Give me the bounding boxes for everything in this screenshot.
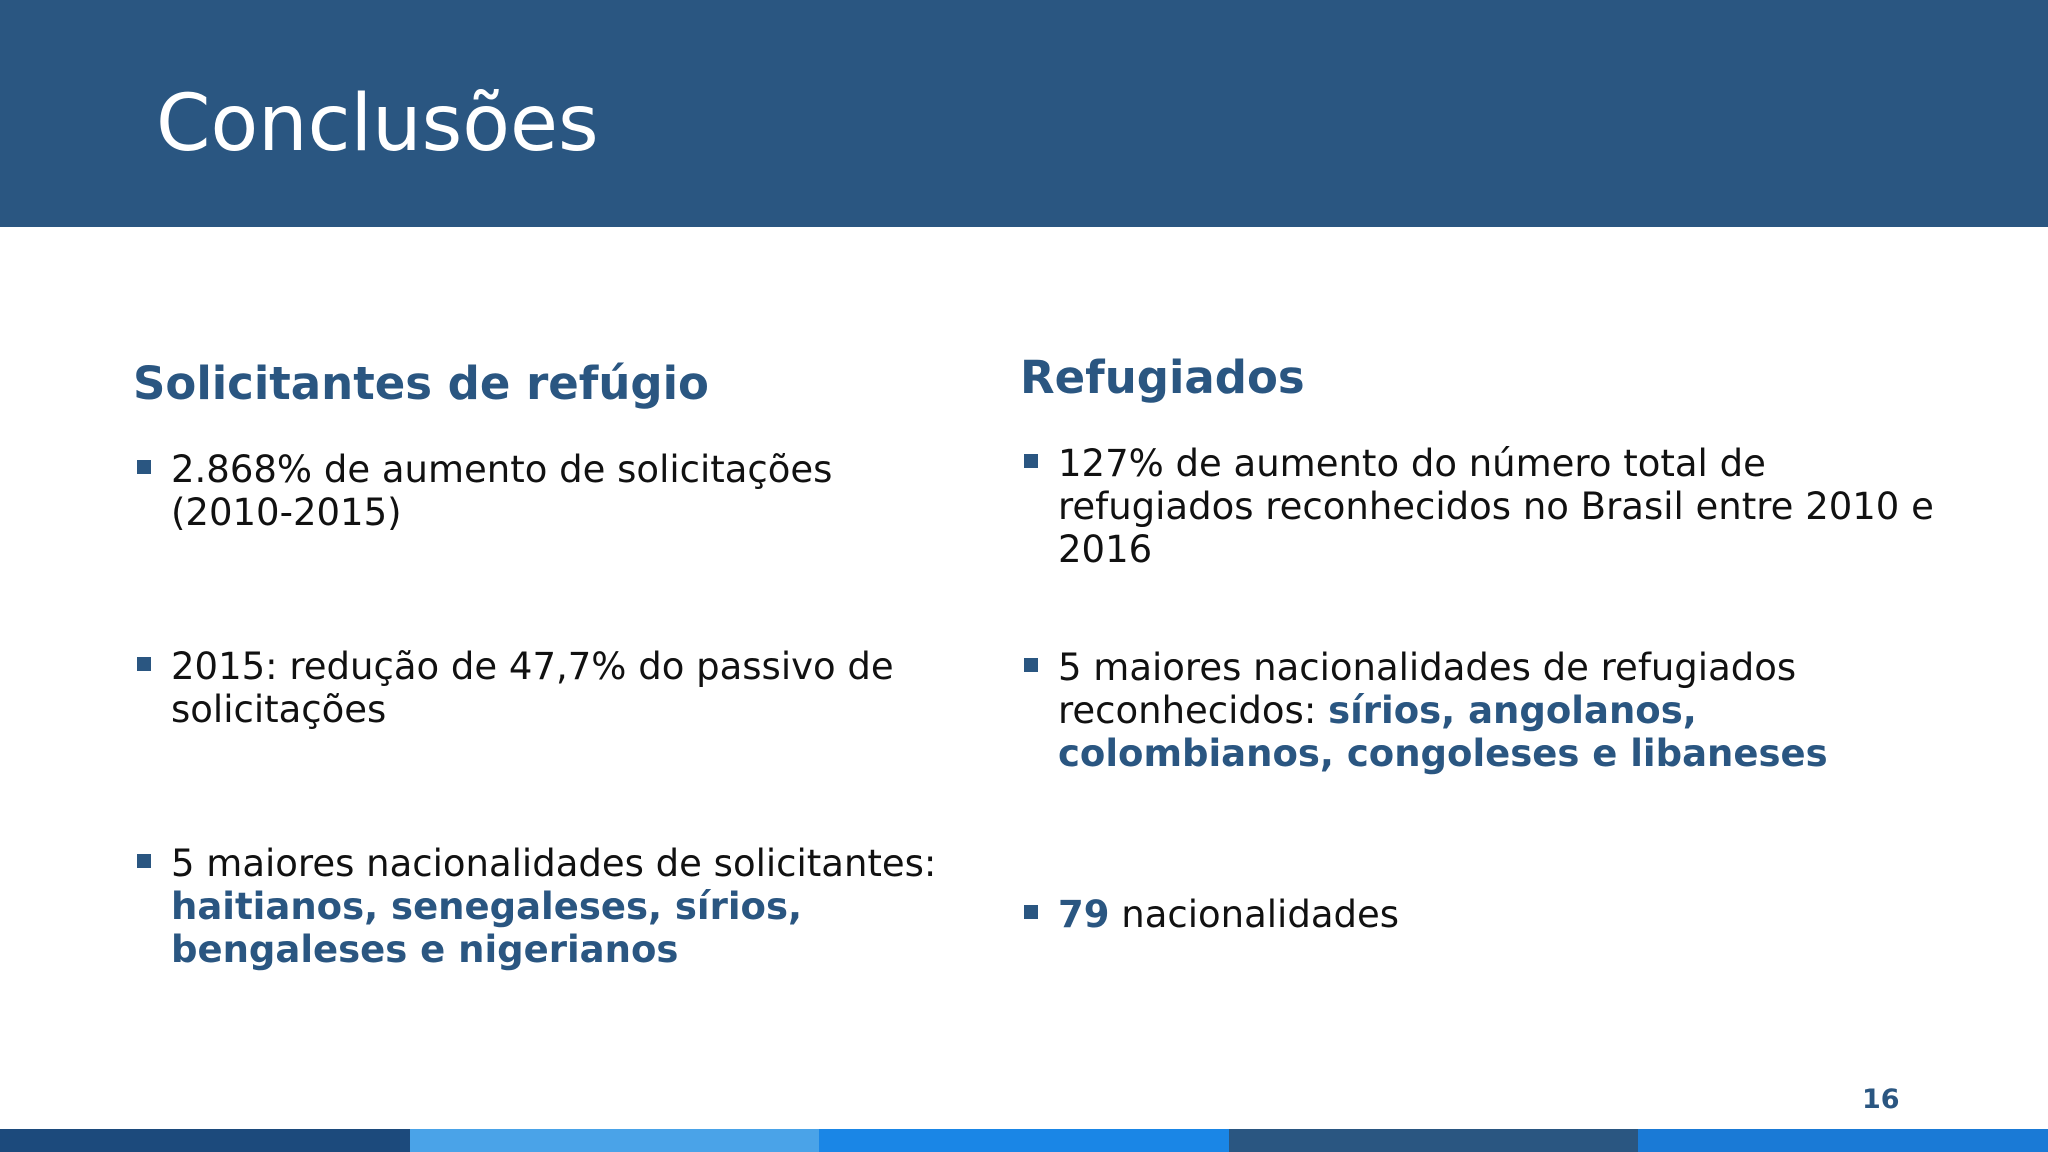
right-bullet-3-highlight: 79 <box>1058 893 1110 936</box>
right-bullet-2 <box>1058 646 1958 775</box>
footer-segment <box>1638 1129 2048 1152</box>
square-bullet-icon <box>137 854 151 868</box>
square-bullet-icon <box>137 657 151 671</box>
page-number: 16 <box>1862 1084 1900 1115</box>
left-bullet-2-text: 2015: redução de 47,7% do passivo de solicitações <box>171 645 894 731</box>
right-bullet-2-text: 5 maiores nacionalidades de refugiados reconhecidos: <box>1058 646 1797 732</box>
title-bar <box>0 0 2048 227</box>
footer-color-bar <box>0 1129 2048 1152</box>
footer-segment <box>819 1129 1229 1152</box>
right-bullet-1-text: 127% de aumento do número total de refugiados reconhecidos no Brasil entre 2010 e 2016 <box>1058 442 1934 571</box>
square-bullet-icon <box>1024 454 1038 468</box>
square-bullet-icon <box>1024 658 1038 672</box>
square-bullet-icon <box>1024 905 1038 919</box>
footer-segment <box>410 1129 820 1152</box>
left-heading: Solicitantes de refúgio <box>133 357 709 410</box>
right-bullet-3 <box>1058 893 1958 936</box>
right-heading: Refugiados <box>1020 351 1305 404</box>
left-bullet-3-highlight: haitianos, senegaleses, sírios, bengaleses e nigerianos <box>171 885 803 971</box>
square-bullet-icon <box>137 460 151 474</box>
left-bullet-1-text: 2.868% de aumento de solicitações (2010-2015) <box>171 448 833 534</box>
footer-segment <box>1229 1129 1639 1152</box>
slide-title: Conclusões <box>156 79 599 169</box>
left-bullet-2 <box>171 645 911 731</box>
right-bullet-1 <box>1058 442 1958 571</box>
right-bullet-2-highlight: sírios, angolanos, colombianos, congoleses e libaneses <box>1058 689 1828 775</box>
left-bullet-3 <box>171 842 941 971</box>
left-bullet-1 <box>171 448 911 534</box>
footer-segment <box>0 1129 410 1152</box>
right-bullet-3-text: nacionalidades <box>1121 893 1400 936</box>
left-bullet-3-text: 5 maiores nacionalidades de solicitantes: <box>171 842 937 885</box>
